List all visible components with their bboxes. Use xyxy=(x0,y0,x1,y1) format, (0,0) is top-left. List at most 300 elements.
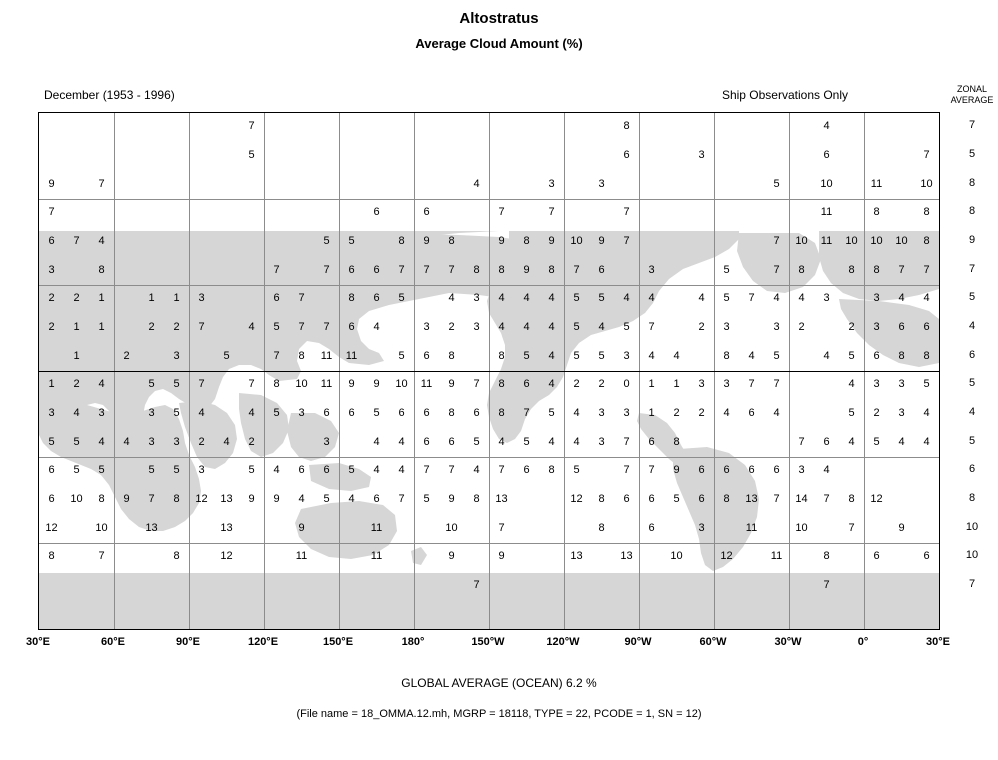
heatmap-cell-value: 6 xyxy=(698,464,705,477)
heatmap-cell-value: 2 xyxy=(148,321,155,333)
heatmap-cell-value: 3 xyxy=(698,521,705,534)
heatmap-cell-value: 7 xyxy=(198,378,205,391)
x-axis-tick-label: 90°E xyxy=(176,636,200,648)
heatmap-cell-value: 4 xyxy=(823,120,830,133)
heatmap-cell-value: 10 xyxy=(670,550,683,563)
heatmap-cell-value: 2 xyxy=(573,378,580,391)
heatmap-cell-value: 6 xyxy=(348,407,355,419)
heatmap-cell-value: 12 xyxy=(570,493,583,505)
heatmap-cell-value: 5 xyxy=(573,292,580,305)
heatmap-cell-value: 5 xyxy=(598,292,605,305)
heatmap-cell-value: 12 xyxy=(45,521,58,534)
zonal-average-value: 4 xyxy=(968,320,976,332)
heatmap-cell-value: 2 xyxy=(248,435,255,448)
heatmap-cell-value: 7 xyxy=(423,263,430,276)
heatmap-cell-value: 9 xyxy=(598,235,605,247)
heatmap-cell-value: 11 xyxy=(320,349,333,362)
heatmap-cell-value: 4 xyxy=(648,292,655,305)
heatmap-cell-value: 7 xyxy=(798,435,805,448)
heatmap-cell-value: 4 xyxy=(898,435,905,448)
heatmap-cell-value: 6 xyxy=(473,407,480,419)
heatmap-cell-value: 11 xyxy=(820,235,833,247)
heatmap-cell-value: 10 xyxy=(395,378,408,391)
heatmap-cell-value: 5 xyxy=(148,378,155,391)
heatmap-cell-value: 7 xyxy=(423,464,430,477)
heatmap-cell-value: 2 xyxy=(48,292,55,305)
heatmap-cell-value: 5 xyxy=(773,177,780,190)
page-subtitle: Average Cloud Amount (%) xyxy=(415,36,583,51)
heatmap-cell-value: 4 xyxy=(398,435,405,448)
heatmap-cell-value: 8 xyxy=(923,235,930,247)
heatmap-cell-value: 2 xyxy=(48,321,55,333)
heatmap-cell-value: 8 xyxy=(498,378,505,391)
x-axis-tick-label: 150°E xyxy=(322,636,354,648)
gridline-horizontal xyxy=(39,543,939,544)
heatmap-cell-value: 8 xyxy=(548,464,555,477)
heatmap-cell-value: 5 xyxy=(848,349,855,362)
heatmap-cell-value: 4 xyxy=(298,493,305,505)
heatmap-cell-value: 4 xyxy=(273,464,280,477)
heatmap-cell-value: 3 xyxy=(723,378,730,391)
zonal-average-value: 8 xyxy=(968,205,976,218)
heatmap-cell-value: 6 xyxy=(373,206,380,219)
heatmap-cell-value: 7 xyxy=(273,349,280,362)
heatmap-cell-value: 3 xyxy=(648,263,655,276)
heatmap-cell-value: 9 xyxy=(448,493,455,505)
heatmap-cell-value: 4 xyxy=(198,407,205,419)
heatmap-cell-value: 9 xyxy=(523,263,530,276)
heatmap-cell-value: 4 xyxy=(548,292,555,305)
heatmap-cell-value: 8 xyxy=(473,263,480,276)
zonal-average-value: 10 xyxy=(965,520,979,533)
heatmap-cell-value: 11 xyxy=(870,177,883,190)
heatmap-cell-value: 6 xyxy=(423,206,430,219)
file-info-label: (File name = 18_OMMA.12.mh, MGRP = 18118, TYPE = 22, PCODE = 1, SN = 12) xyxy=(296,708,702,720)
heatmap-cell-value: 3 xyxy=(473,292,480,305)
heatmap-cell-value: 6 xyxy=(873,349,880,362)
heatmap-cell-value: 4 xyxy=(798,292,805,305)
heatmap-cell-value: 0 xyxy=(623,378,630,391)
heatmap-cell-value: 14 xyxy=(795,493,808,505)
heatmap-cell-value: 4 xyxy=(773,292,780,305)
heatmap-cell-value: 4 xyxy=(398,464,405,477)
zonal-average-value: 4 xyxy=(968,406,976,418)
heatmap-cell-value: 7 xyxy=(523,407,530,419)
heatmap-cell-value: 3 xyxy=(623,349,630,362)
heatmap-cell-value: 9 xyxy=(248,493,255,505)
heatmap-cell-value: 8 xyxy=(448,349,455,362)
x-axis-tick-label: 90°W xyxy=(624,636,652,648)
heatmap-cell-value: 7 xyxy=(648,321,655,333)
heatmap-cell-value: 6 xyxy=(598,263,605,276)
heatmap-cell-value: 6 xyxy=(373,292,380,305)
heatmap-cell-value: 5 xyxy=(173,464,180,477)
heatmap-cell-value: 3 xyxy=(473,321,480,333)
heatmap-cell-value: 4 xyxy=(98,378,105,391)
heatmap-cell-value: 6 xyxy=(923,321,930,333)
heatmap-cell-value: 6 xyxy=(48,235,55,247)
heatmap-cell-value: 7 xyxy=(498,464,505,477)
heatmap-cell-value: 10 xyxy=(295,378,308,391)
heatmap-cell-value: 13 xyxy=(145,521,158,534)
heatmap-cell-value: 6 xyxy=(423,435,430,448)
heatmap-cell-value: 8 xyxy=(798,263,805,276)
heatmap-cell-value: 2 xyxy=(448,321,455,333)
heatmap-cell-value: 1 xyxy=(73,321,80,333)
heatmap-cell-value: 6 xyxy=(623,149,630,161)
heatmap-cell-value: 9 xyxy=(498,235,505,247)
heatmap-cell-value: 7 xyxy=(748,378,755,391)
heatmap-cell-value: 9 xyxy=(348,378,355,391)
heatmap-cell-value: 2 xyxy=(698,407,705,419)
heatmap-cell-value: 9 xyxy=(123,493,130,505)
heatmap-cell-value: 10 xyxy=(870,235,883,247)
heatmap-cell-value: 4 xyxy=(223,435,230,448)
heatmap-cell-value: 5 xyxy=(173,407,180,419)
heatmap-cell-value: 3 xyxy=(798,464,805,477)
heatmap-cell-value: 9 xyxy=(448,550,455,563)
heatmap-cell-value: 6 xyxy=(648,435,655,448)
zonal-average-header-line2: AVERAGE xyxy=(950,95,994,105)
heatmap-cell-value: 4 xyxy=(823,349,830,362)
heatmap-cell-value: 6 xyxy=(748,407,755,419)
heatmap-cell-value: 5 xyxy=(573,321,580,333)
gridline-horizontal xyxy=(39,199,939,200)
heatmap-cell-value: 7 xyxy=(923,263,930,276)
heatmap-cell-value: 4 xyxy=(823,464,830,477)
heatmap-cell-value: 11 xyxy=(370,521,383,534)
heatmap-cell-value: 7 xyxy=(323,321,330,333)
heatmap-cell-value: 8 xyxy=(498,349,505,362)
heatmap-cell-value: 5 xyxy=(173,378,180,391)
heatmap-cell-value: 7 xyxy=(848,521,855,534)
heatmap-cell-value: 6 xyxy=(898,321,905,333)
heatmap-cell-value: 7 xyxy=(498,206,505,219)
heatmap-cell-value: 7 xyxy=(623,235,630,247)
heatmap-cell-value: 8 xyxy=(348,292,355,305)
zonal-average-value: 5 xyxy=(968,291,976,304)
heatmap-cell-value: 7 xyxy=(248,120,255,133)
heatmap-cell-value: 10 xyxy=(795,521,808,534)
heatmap-cell-value: 5 xyxy=(323,235,330,247)
heatmap-cell-value: 7 xyxy=(548,206,555,219)
heatmap-cell-value: 9 xyxy=(898,521,905,534)
heatmap-cell-value: 5 xyxy=(98,464,105,477)
heatmap-cell-value: 6 xyxy=(298,464,305,477)
heatmap-cell-value: 13 xyxy=(620,550,633,563)
heatmap-cell-value: 9 xyxy=(298,521,305,534)
heatmap-cell-value: 5 xyxy=(673,493,680,505)
zonal-average-value: 7 xyxy=(968,119,976,132)
heatmap-cell-value: 10 xyxy=(70,493,83,505)
heatmap-cell-value: 10 xyxy=(795,235,808,247)
heatmap-cell-value: 1 xyxy=(98,321,105,333)
heatmap-cell-value: 9 xyxy=(673,464,680,477)
period-label: December (1953 - 1996) xyxy=(44,88,175,102)
heatmap-cell-value: 1 xyxy=(73,349,80,362)
heatmap-cell-value: 7 xyxy=(923,149,930,161)
heatmap-cell-value: 6 xyxy=(423,349,430,362)
heatmap-cell-value: 10 xyxy=(95,521,108,534)
heatmap-cell-value: 7 xyxy=(198,321,205,333)
x-axis-tick-label: 0° xyxy=(857,636,869,648)
heatmap-cell-value: 7 xyxy=(473,579,480,591)
heatmap-cell-value: 7 xyxy=(273,263,280,276)
heatmap-cell-value: 5 xyxy=(323,493,330,505)
heatmap-cell-value: 5 xyxy=(573,349,580,362)
heatmap-cell-value: 8 xyxy=(673,435,680,448)
heatmap-cell-value: 9 xyxy=(498,550,505,563)
x-axis-tick-label: 60°W xyxy=(699,636,727,648)
heatmap-cell-value: 2 xyxy=(698,321,705,333)
heatmap-cell-value: 8 xyxy=(523,235,530,247)
heatmap-cell-value: 4 xyxy=(248,407,255,419)
heatmap-cell-value: 6 xyxy=(623,493,630,505)
heatmap-cell-value: 9 xyxy=(448,378,455,391)
heatmap-cell-value: 6 xyxy=(748,464,755,477)
zonal-average-value: 5 xyxy=(968,148,976,160)
heatmap-cell-value: 3 xyxy=(873,292,880,305)
heatmap-cell-value: 4 xyxy=(123,435,130,448)
heatmap-cell-value: 5 xyxy=(398,292,405,305)
x-axis-tick-label: 30°W xyxy=(774,636,802,648)
heatmap-cell-value: 4 xyxy=(348,493,355,505)
heatmap-cell-value: 4 xyxy=(548,435,555,448)
heatmap-cell-value: 1 xyxy=(148,292,155,305)
heatmap-cell-value: 6 xyxy=(323,407,330,419)
heatmap-cell-value: 1 xyxy=(673,378,680,391)
heatmap-cell-value: 3 xyxy=(198,292,205,305)
heatmap-cell-value: 2 xyxy=(198,435,205,448)
heatmap-cell-value: 8 xyxy=(498,407,505,419)
heatmap-cell-value: 6 xyxy=(723,464,730,477)
heatmap-cell-value: 8 xyxy=(173,493,180,505)
heatmap-cell-value: 13 xyxy=(220,493,233,505)
heatmap-cell-value: 4 xyxy=(848,378,855,391)
heatmap-cell-value: 6 xyxy=(773,464,780,477)
heatmap-cell-value: 9 xyxy=(548,235,555,247)
heatmap-cell-value: 12 xyxy=(195,493,208,505)
heatmap-cell-value: 2 xyxy=(123,349,130,362)
heatmap-cell-value: 5 xyxy=(248,464,255,477)
heatmap-cell-value: 5 xyxy=(223,349,230,362)
heatmap-cell-value: 4 xyxy=(623,292,630,305)
heatmap-cell-value: 12 xyxy=(870,493,883,505)
heatmap-cell-value: 7 xyxy=(298,292,305,305)
heatmap-cell-value: 6 xyxy=(273,292,280,305)
heatmap-cell-value: 8 xyxy=(448,407,455,419)
heatmap-cell-value: 4 xyxy=(848,435,855,448)
heatmap-cell-value: 4 xyxy=(573,435,580,448)
heatmap-cell-value: 7 xyxy=(448,263,455,276)
gridline-horizontal xyxy=(39,371,939,372)
heatmap-cell-value: 1 xyxy=(98,292,105,305)
heatmap-cell-value: 3 xyxy=(598,177,605,190)
heatmap-cell-value: 2 xyxy=(798,321,805,333)
heatmap-cell-value: 2 xyxy=(598,378,605,391)
heatmap-cell-value: 3 xyxy=(173,349,180,362)
heatmap-cell-value: 7 xyxy=(623,435,630,448)
heatmap-cell-value: 3 xyxy=(773,321,780,333)
heatmap-cell-value: 7 xyxy=(748,292,755,305)
heatmap-cell-value: 5 xyxy=(773,349,780,362)
heatmap-cell-value: 8 xyxy=(273,378,280,391)
heatmap-cell-value: 6 xyxy=(423,407,430,419)
heatmap-cell-value: 8 xyxy=(98,263,105,276)
heatmap-cell-value: 8 xyxy=(173,550,180,563)
heatmap-cell-value: 4 xyxy=(498,292,505,305)
heatmap-cell-value: 8 xyxy=(873,206,880,219)
heatmap-cell-value: 4 xyxy=(373,321,380,333)
heatmap-cell-value: 9 xyxy=(373,378,380,391)
zonal-average-value: 10 xyxy=(965,549,979,562)
source-label: Ship Observations Only xyxy=(721,88,848,102)
heatmap-cell-value: 10 xyxy=(845,235,858,247)
heatmap-cell-value: 8 xyxy=(923,349,930,362)
zonal-average-header-line1: ZONAL xyxy=(956,84,987,94)
heatmap-cell-value: 7 xyxy=(323,263,330,276)
heatmap-cell-value: 5 xyxy=(723,292,730,305)
heatmap-cell-value: 4 xyxy=(748,349,755,362)
x-axis-tick-label: 60°E xyxy=(101,636,125,648)
heatmap-cell-value: 5 xyxy=(598,349,605,362)
heatmap-cell-value: 4 xyxy=(498,321,505,333)
heatmap-cell-value: 8 xyxy=(398,235,405,247)
heatmap-cell-value: 10 xyxy=(920,177,933,190)
zonal-average-value: 8 xyxy=(968,492,976,504)
heatmap-cell-value: 3 xyxy=(723,321,730,333)
heatmap-cell-value: 4 xyxy=(698,292,705,305)
heatmap-cell-value: 6 xyxy=(373,493,380,505)
heatmap-cell-value: 5 xyxy=(723,263,730,276)
heatmap-cell-value: 9 xyxy=(48,177,55,190)
zonal-average-value: 6 xyxy=(968,348,976,361)
zonal-average-value: 5 xyxy=(968,434,976,447)
heatmap-cell-value: 8 xyxy=(473,493,480,505)
heatmap-cell-value: 3 xyxy=(148,435,155,448)
heatmap-cell-value: 4 xyxy=(773,407,780,419)
heatmap-cell-value: 5 xyxy=(573,464,580,477)
x-axis-tick-label: 120°W xyxy=(546,636,580,648)
heatmap-cell-value: 5 xyxy=(273,321,280,333)
heatmap-cell-value: 3 xyxy=(623,407,630,419)
heatmap-cell-value: 2 xyxy=(873,407,880,419)
heatmap-cell-value: 3 xyxy=(898,407,905,419)
heatmap-cell-value: 8 xyxy=(823,550,830,563)
heatmap-cell-value: 13 xyxy=(220,521,233,534)
zonal-average-value: 7 xyxy=(968,262,976,275)
heatmap-cell-value: 6 xyxy=(698,493,705,505)
heatmap-cell-value: 4 xyxy=(73,407,80,419)
heatmap-cell-value: 7 xyxy=(148,493,155,505)
heatmap-cell-value: 10 xyxy=(570,235,583,247)
heatmap-cell-value: 7 xyxy=(473,378,480,391)
x-axis-tick-label: 120°E xyxy=(247,636,279,648)
heatmap-cell-value: 4 xyxy=(673,349,680,362)
heatmap-cell-value: 3 xyxy=(898,378,905,391)
heatmap-cell-value: 3 xyxy=(823,292,830,305)
heatmap-cell-value: 3 xyxy=(198,464,205,477)
heatmap-cell-value: 3 xyxy=(548,177,555,190)
heatmap-cell-value: 3 xyxy=(423,321,430,333)
heatmap-cell-value: 4 xyxy=(98,435,105,448)
heatmap-cell-value: 6 xyxy=(823,149,830,161)
heatmap-cell-value: 7 xyxy=(773,378,780,391)
heatmap-cell-value: 4 xyxy=(648,349,655,362)
heatmap-cell-value: 6 xyxy=(398,407,405,419)
heatmap-cell-value: 3 xyxy=(48,263,55,276)
heatmap-cell-value: 11 xyxy=(420,378,433,391)
heatmap-cell-value: 3 xyxy=(598,435,605,448)
heatmap-cell-value: 4 xyxy=(923,292,930,305)
heatmap-cell-value: 4 xyxy=(373,435,380,448)
heatmap-cell-value: 5 xyxy=(73,435,80,448)
heatmap-cell-value: 1 xyxy=(173,292,180,305)
heatmap-cell-value: 4 xyxy=(573,407,580,419)
heatmap-cell-value: 8 xyxy=(848,493,855,505)
heatmap-cell-value: 7 xyxy=(398,263,405,276)
heatmap-cell-value: 6 xyxy=(348,321,355,333)
heatmap-cell-value: 11 xyxy=(745,521,758,534)
heatmap-cell-value: 8 xyxy=(598,521,605,534)
heatmap-cell-value: 5 xyxy=(348,464,355,477)
x-axis-tick-label: 180° xyxy=(401,636,425,648)
heatmap-cell-value: 6 xyxy=(523,464,530,477)
heatmap-cell-value: 11 xyxy=(320,378,333,391)
heatmap-cell-value: 7 xyxy=(498,521,505,534)
heatmap-cell-value: 3 xyxy=(698,378,705,391)
zonal-average-value: 9 xyxy=(968,234,976,246)
heatmap-cell-value: 7 xyxy=(73,235,80,247)
heatmap-cell-value: 5 xyxy=(248,149,255,161)
heatmap-cell-value: 7 xyxy=(773,493,780,505)
heatmap-cell-value: 2 xyxy=(173,321,180,333)
heatmap-cell-value: 5 xyxy=(523,435,530,448)
heatmap-cell-value: 3 xyxy=(98,407,105,419)
heatmap-cell-value: 6 xyxy=(373,263,380,276)
heatmap-cell-value: 5 xyxy=(273,407,280,419)
heatmap-cell-value: 4 xyxy=(98,235,105,247)
heatmap-cell-value: 7 xyxy=(298,321,305,333)
heatmap-cell-value: 4 xyxy=(548,349,555,362)
heatmap-cell-value: 3 xyxy=(298,407,305,419)
heatmap-cell-value: 13 xyxy=(570,550,583,563)
heatmap-cell-value: 8 xyxy=(298,349,305,362)
zonal-average-value: 5 xyxy=(968,377,976,390)
heatmap-cell-value: 5 xyxy=(48,435,55,448)
heatmap-cell-value: 11 xyxy=(820,206,833,219)
heatmap-cell-value: 9 xyxy=(423,235,430,247)
heatmap-cell-value: 7 xyxy=(98,550,105,563)
heatmap-cell-value: 1 xyxy=(648,378,655,391)
heatmap-cell-value: 6 xyxy=(648,493,655,505)
heatmap-cell-value: 2 xyxy=(848,321,855,333)
heatmap-cell-value: 6 xyxy=(48,464,55,477)
heatmap-cell-value: 3 xyxy=(148,407,155,419)
heatmap-cell-value: 12 xyxy=(720,550,733,563)
heatmap-cell-value: 5 xyxy=(623,321,630,333)
heatmap-cell-value: 4 xyxy=(898,292,905,305)
heatmap-cell-value: 6 xyxy=(448,435,455,448)
global-average-label: GLOBAL AVERAGE (OCEAN) 6.2 % xyxy=(401,676,597,690)
heatmap-cell-value: 6 xyxy=(923,550,930,563)
heatmap-cell-value: 5 xyxy=(473,435,480,448)
heatmap-cell-value: 8 xyxy=(548,263,555,276)
heatmap-cell-value: 7 xyxy=(823,579,830,591)
zonal-average-header xyxy=(946,84,998,106)
world-map-heatmap xyxy=(38,112,940,630)
heatmap-cell-value: 7 xyxy=(623,464,630,477)
